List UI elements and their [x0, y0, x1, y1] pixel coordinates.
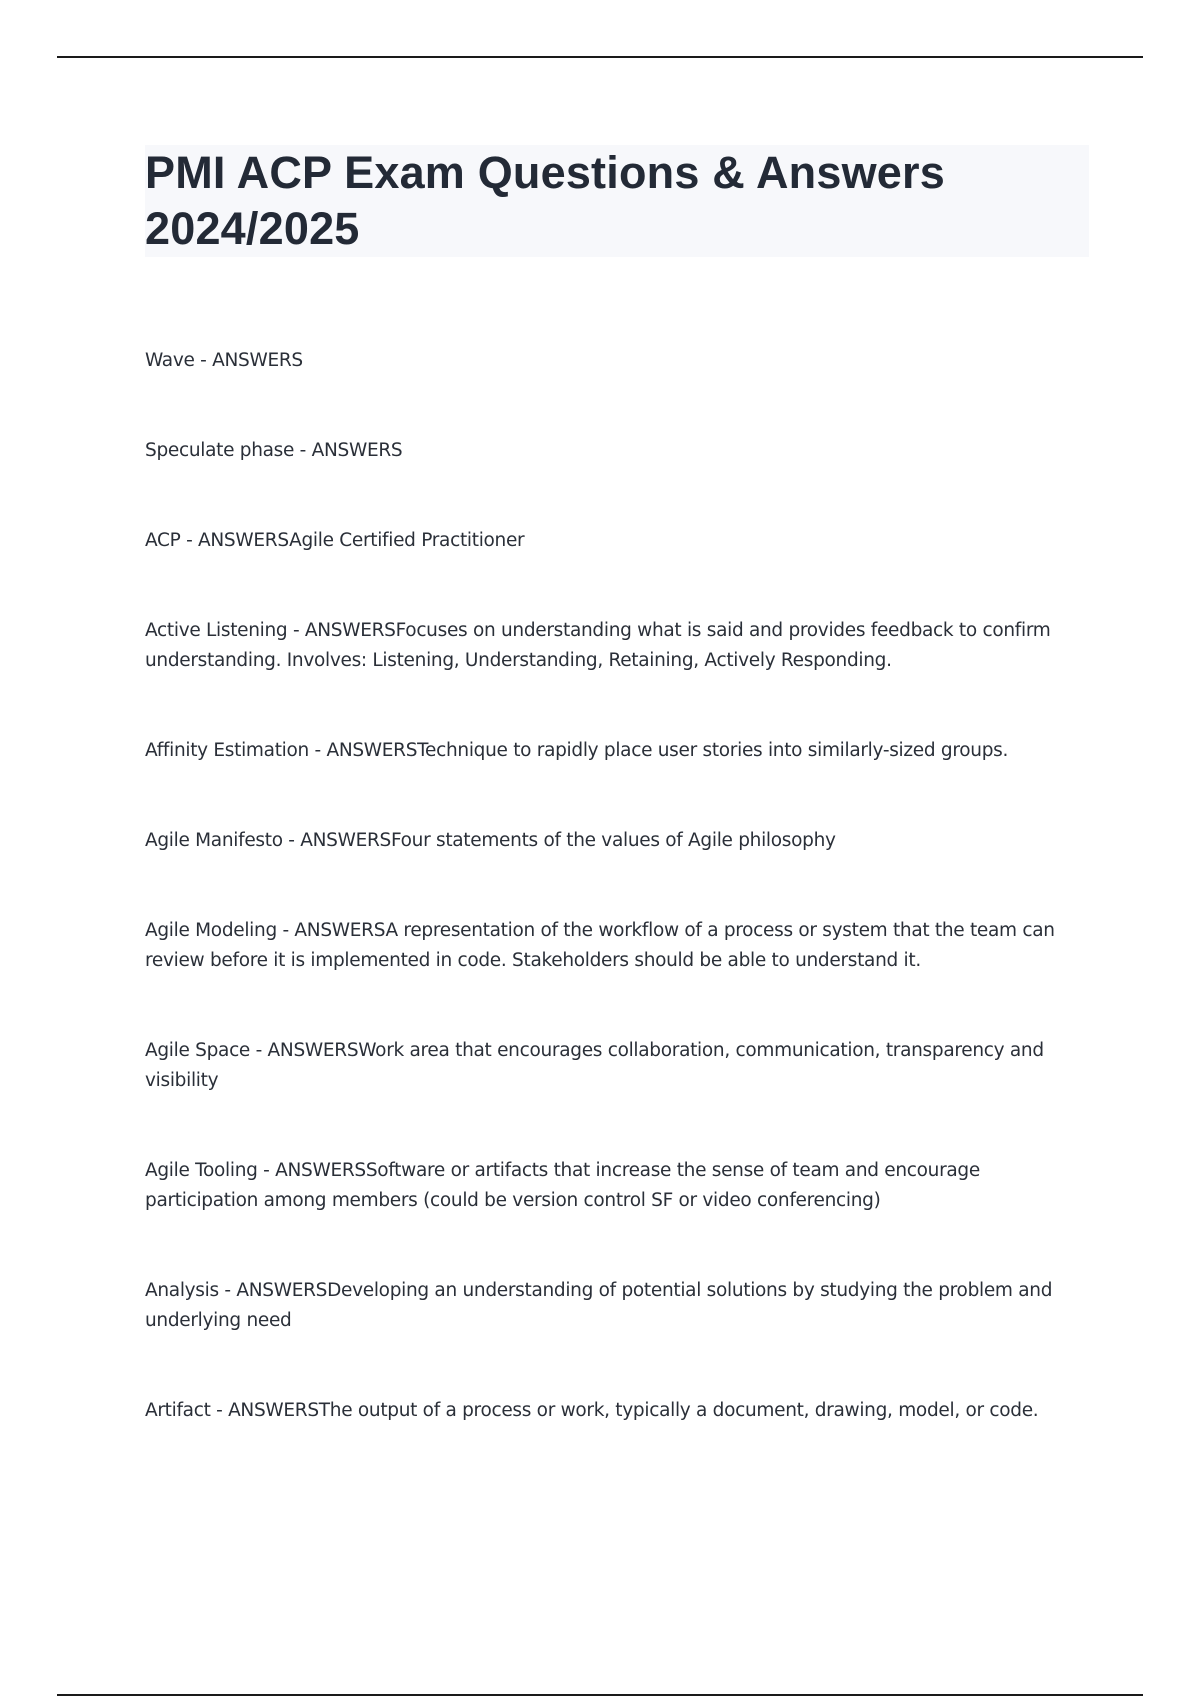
- footer-rule: [57, 1694, 1143, 1696]
- qa-entry-affinity-estimation: Affinity Estimation - ANSWERSTechnique to rapidly place user stories into similarly-sized groups.: [145, 740, 1009, 761]
- page-title: PMI ACP Exam Questions & Answers 2024/2025: [145, 147, 945, 254]
- qa-list: [145, 346, 1075, 1426]
- qa-entry-agile-manifesto: Agile Manifesto - ANSWERSFour statements of the values of Agile philosophy: [145, 830, 836, 851]
- qa-entry-agile-modeling: Agile Modeling - ANSWERSA representation of the workflow of a process or system that the team can review before it is implemented in code. Stakeholders should be able to understand it.: [145, 920, 1055, 971]
- qa-entry-wave: Wave - ANSWERS: [145, 350, 303, 371]
- qa-entry-artifact: Artifact - ANSWERSThe output of a process or work, typically a document, drawing, model, or code.: [145, 1400, 1039, 1421]
- qa-entry-agile-tooling: Agile Tooling - ANSWERSSoftware or artifacts that increase the sense of team and encourage participation among members (could be version control SF or video conferencing): [145, 1160, 980, 1211]
- title-block: [145, 145, 1089, 257]
- qa-entry-agile-space: Agile Space - ANSWERSWork area that encourages collaboration, communication, transparency and visibility: [145, 1040, 1044, 1091]
- qa-entry-analysis: Analysis - ANSWERSDeveloping an understanding of potential solutions by studying the problem and underlying need: [145, 1280, 1053, 1331]
- qa-entry-acp: ACP - ANSWERSAgile Certified Practitioner: [145, 530, 525, 551]
- header-rule: [57, 56, 1143, 58]
- qa-entry-active-listening: Active Listening - ANSWERSFocuses on understanding what is said and provides feedback to confirm understanding. Involves: Listening, Understanding, Retaining, Actively Responding.: [145, 620, 1051, 671]
- qa-entry-speculate-phase: Speculate phase - ANSWERS: [145, 440, 403, 461]
